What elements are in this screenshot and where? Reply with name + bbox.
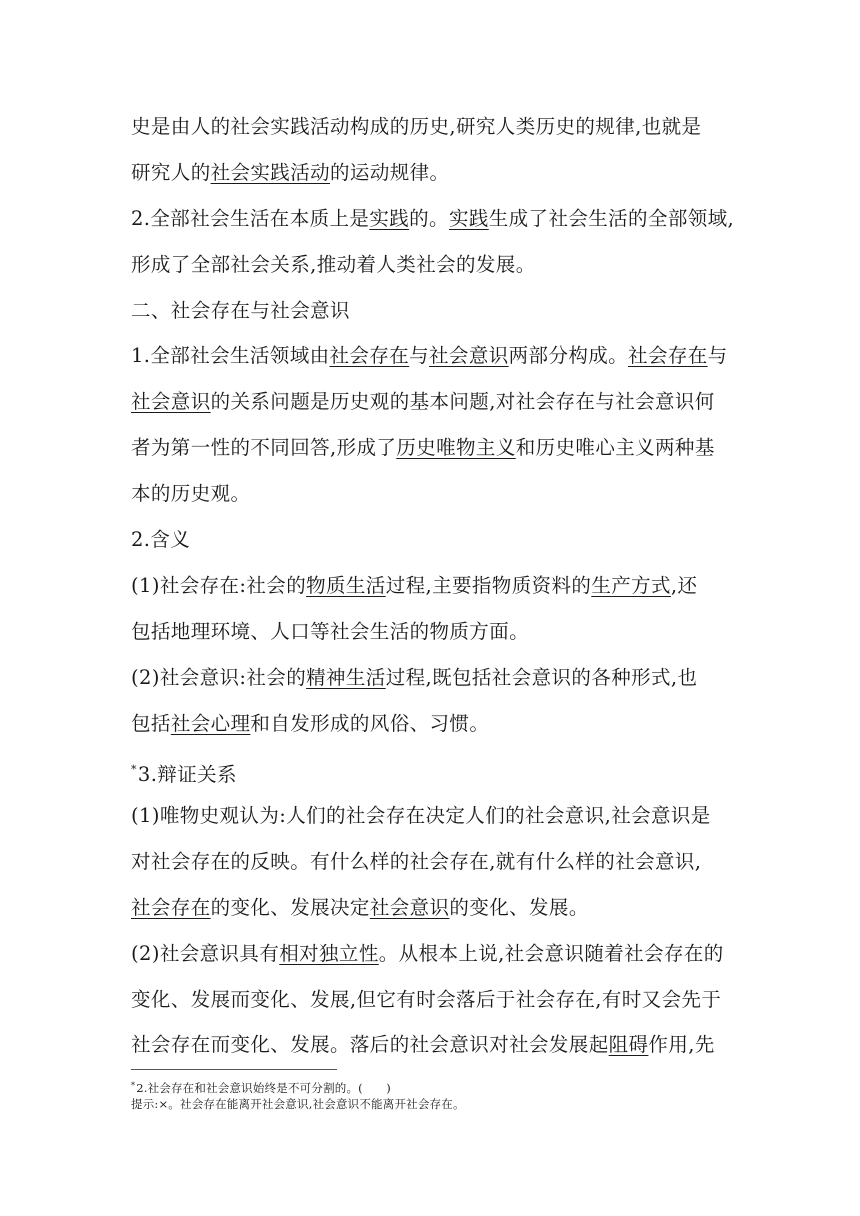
underlined-term: 社会实践活动	[210, 161, 331, 184]
paragraph-line: 社会存在而变化、发展。落后的社会意识对社会发展起阻碍作用,先	[131, 1033, 715, 1056]
paragraph-line: 社会意识的关系问题是历史观的基本问题,对社会存在与社会意识何	[131, 390, 715, 413]
section-heading: 二、社会存在与社会意识	[131, 299, 350, 322]
paragraph-line: 研究人的社会实践活动的运动规律。	[131, 161, 450, 184]
underlined-term: 社会意识	[429, 344, 509, 367]
paragraph-line: (2)社会意识:社会的精神生活过程,既包括社会意识的各种形式,也	[131, 666, 698, 689]
underlined-term: 社会意识	[369, 896, 450, 919]
paragraph-line: 1.全部社会生活领域由社会存在与社会意识两部分构成。社会存在与	[131, 344, 728, 367]
underlined-term: 生产方式	[591, 574, 671, 597]
underlined-term: 实践	[369, 207, 410, 230]
section-heading: *3.辩证关系	[131, 763, 237, 786]
paragraph-line: 包括地理环境、人口等社会生活的物质方面。	[131, 620, 530, 643]
underlined-term: 社会意识	[131, 390, 211, 413]
underlined-term: 社会心理	[170, 712, 251, 735]
paragraph-line: 社会存在的变化、发展决定社会意识的变化、发展。	[131, 896, 589, 919]
paragraph-line: 包括社会心理和自发形成的风俗、习惯。	[131, 712, 490, 735]
footnote-marker: *	[131, 763, 137, 776]
underlined-term: 实践	[448, 207, 489, 230]
paragraph-line: 2.全部社会生活在本质上是实践的。实践生成了社会生活的全部领域,	[131, 207, 735, 230]
underlined-term: 精神生活	[306, 666, 386, 689]
underlined-term: 阻碍	[608, 1033, 649, 1056]
underlined-term: 物质生活	[306, 574, 386, 597]
footnote-question: *2.社会存在和社会意识始终是不可分割的。( )	[131, 1081, 391, 1095]
paragraph-line: 对社会存在的反映。有什么样的社会存在,就有什么样的社会意识,	[131, 850, 702, 873]
underlined-term: 社会存在	[628, 344, 708, 367]
paragraph-line: 本的历史观。	[131, 482, 251, 505]
paragraph-line: 者为第一性的不同回答,形成了历史唯物主义和历史唯心主义两种基	[131, 436, 715, 459]
underlined-term: 社会存在	[329, 344, 410, 367]
paragraph-line: (2)社会意识具有相对独立性。从根本上说,社会意识随着社会存在的	[131, 942, 724, 965]
section-heading: 2.含义	[131, 528, 191, 551]
underlined-term: 相对独立性	[279, 942, 379, 965]
footnote-divider	[131, 1069, 337, 1070]
paragraph-line: 变化、发展而变化、发展,但它有时会落后于社会存在,有时又会先于	[131, 988, 722, 1011]
underlined-term: 社会存在	[131, 896, 211, 919]
footnote-hint: 提示:×。社会存在能离开社会意识,社会意识不能离开社会存在。	[131, 1097, 465, 1111]
paragraph-line: (1)唯物史观认为:人们的社会存在决定人们的社会意识,社会意识是	[131, 804, 711, 827]
underlined-term: 历史唯物主义	[396, 436, 516, 459]
paragraph-line: 形成了全部社会关系,推动着人类社会的发展。	[131, 253, 536, 276]
footnote-marker: *	[131, 1081, 136, 1090]
paragraph-line: 史是由人的社会实践活动构成的历史,研究人类历史的规律,也就是	[131, 115, 702, 138]
paragraph-line: (1)社会存在:社会的物质生活过程,主要指物质资料的生产方式,还	[131, 574, 698, 597]
